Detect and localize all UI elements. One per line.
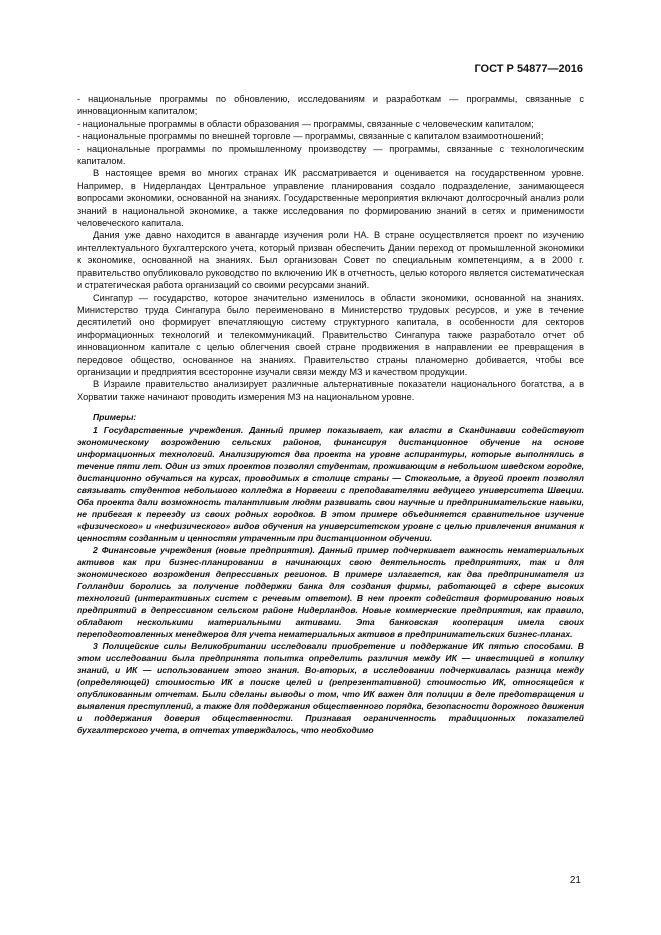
bullet-item: - национальные программы по обновлению, исследованиям и разработкам — программы, связанные с инновационным капиталом; [77,94,584,117]
examples-label: Примеры: [93,412,137,423]
page-number: 21 [569,875,581,886]
example-item: 2 Финансовые учреждения (новые предприятия). Данный пример подчеркивает важность нематериальных активов как при бизнес-планировании в начинающих свою деятельность предприятиях, так и для экономического возрождения депрессивных регионов. В примере излагается, как два предпринимателя из Голландии боролись за получение поддержки банка для создания фирмы, работающей в сфере высоких технологий (интерактивных систем с речевым ответом). В нем проект содействия формированию новых предприятий в депрессивном сельском районе Нидерландов. Новые коммерческие предприятия, как правило, обладают несколькими материальными активами. Эта банковская кооперация имела своих переподготовленных менеджеров для учета нематериальных активов в предпринимательских бизнес-планах. [77,545,584,640]
bullet-item: - национальные программы в области образования — программы, связанные с человеческим капиталом; [77,118,534,129]
document-body [77,93,584,736]
paragraph: Дания уже давно находится в авангарде изучения роли НА. В стране осуществляется проект по изучению интеллектуального бухгалтерского учета, который призван обеспечить Дании переход от промышленной экономики к экономике, основанной на знаниях. Был организован Совет по специальным компетенциям, а в 2000 г. правительство опубликовало руководство по включению ИК в отчетность, целью которого является систематическая и стратегическая работа организаций со своими ресурсами знаний. [77,230,584,291]
paragraph: Сингапур — государство, которое значительно изменилось в области экономики, основанной на знаниях. Министерство труда Сингапура было переименовано в Министерство трудовых ресурсов, и уже в течение десятилетий оно формирует впечатляющую систему структурного капитала, в особенности для секторов информационных технологий и телекоммуникаций. Правительство Сингапура также разработало отчет об инновационном капитале с целью облегчения своей стране продвижения в направлении ее превращения в передовое общество, основанное на знаниях. Правительство страны планомерно добивается, чтобы все организации и предприятия всесторонне изучали связи между МЗ и качеством продукции. [77,292,584,377]
paragraph: В Израиле правительство анализирует различные альтернативные показатели национального богатства, а в Хорватии также начинают проводить измерения МЗ на национальном уровне. [77,379,584,402]
paragraph: В настоящее время во многих странах ИК рассматривается и оценивается на государственном уровне. Например, в Нидерландах Центральное управление планирования создало подразделение, занимающееся вопросами экономики, основанной на знаниях. Государственные мероприятия включают долгосрочный анализ роли знаний в национальной экономике, а также исследования по формированию знаний в сетях и применимости человеческого капитала. [77,168,584,229]
bullet-item: - национальные программы по промышленному производству — программы, связанные с технологическим капиталом. [77,143,584,167]
document-code: ГОСТ Р 54877—2016 [474,63,583,75]
example-item: 1 Государственные учреждения. Данный пример показывает, как власти в Скандинавии содействуют экономическому возрождению сельских районов, финансируя дистанционное обучение на основе информационных технологий. Анализируются два проекта на уровне аспирантуры, которые выполнялись в течение пяти лет. Один из этих проектов позволял студентам, проживающим в небольшом шведском городке, дистанционно обучаться на курсах, проводимых в столице страны — Стокгольме, а другой проект позволял связывать студентов небольшого колледжа в Норвегии с преподавателями ведущего университета Швеции. Оба проекта дали возможность талантливым людям развивать свои научные и предпринимательские навыки, не прибегая к переезду из своих родных городков. В этом примере объединяется сравнительное изучение «физического» и «нефизического» видов обучения на университетском уровне с целью привлечения внимания к ценностям созданным и ценностям утраченным при дистанционном обучении. [77,425,584,544]
examples-section [77,411,584,736]
example-item: 3 Полицейские силы Великобритании исследовали приобретение и поддержание ИК пятью способами. В этом исследовании была предпринята попытка определить различия между ИК — инвестицией в копилку знаний, и ИК — использованием этого знания. Во-вторых, в исследовании подчеркивалась разница между (определяющей) стоимостью ИК в поиске целей и (репрезентативной) стоимостью ИК, относящейся к опубликованным отчетам. Были сделаны выводы о том, что ИК важен для полиции в деле предотвращения и выявления преступлений, а также для поддержания общественного порядка, безопасности дорожного движения и поддержания доверия общественности. Признавая ограниченность традиционных показателей бухгалтерского учета, в отчетах утверждалось, что необходимо [77,641,584,736]
bullet-item: - национальные программы по внешней торговле — программы, связанные с капиталом взаимоотношений; [77,131,544,142]
